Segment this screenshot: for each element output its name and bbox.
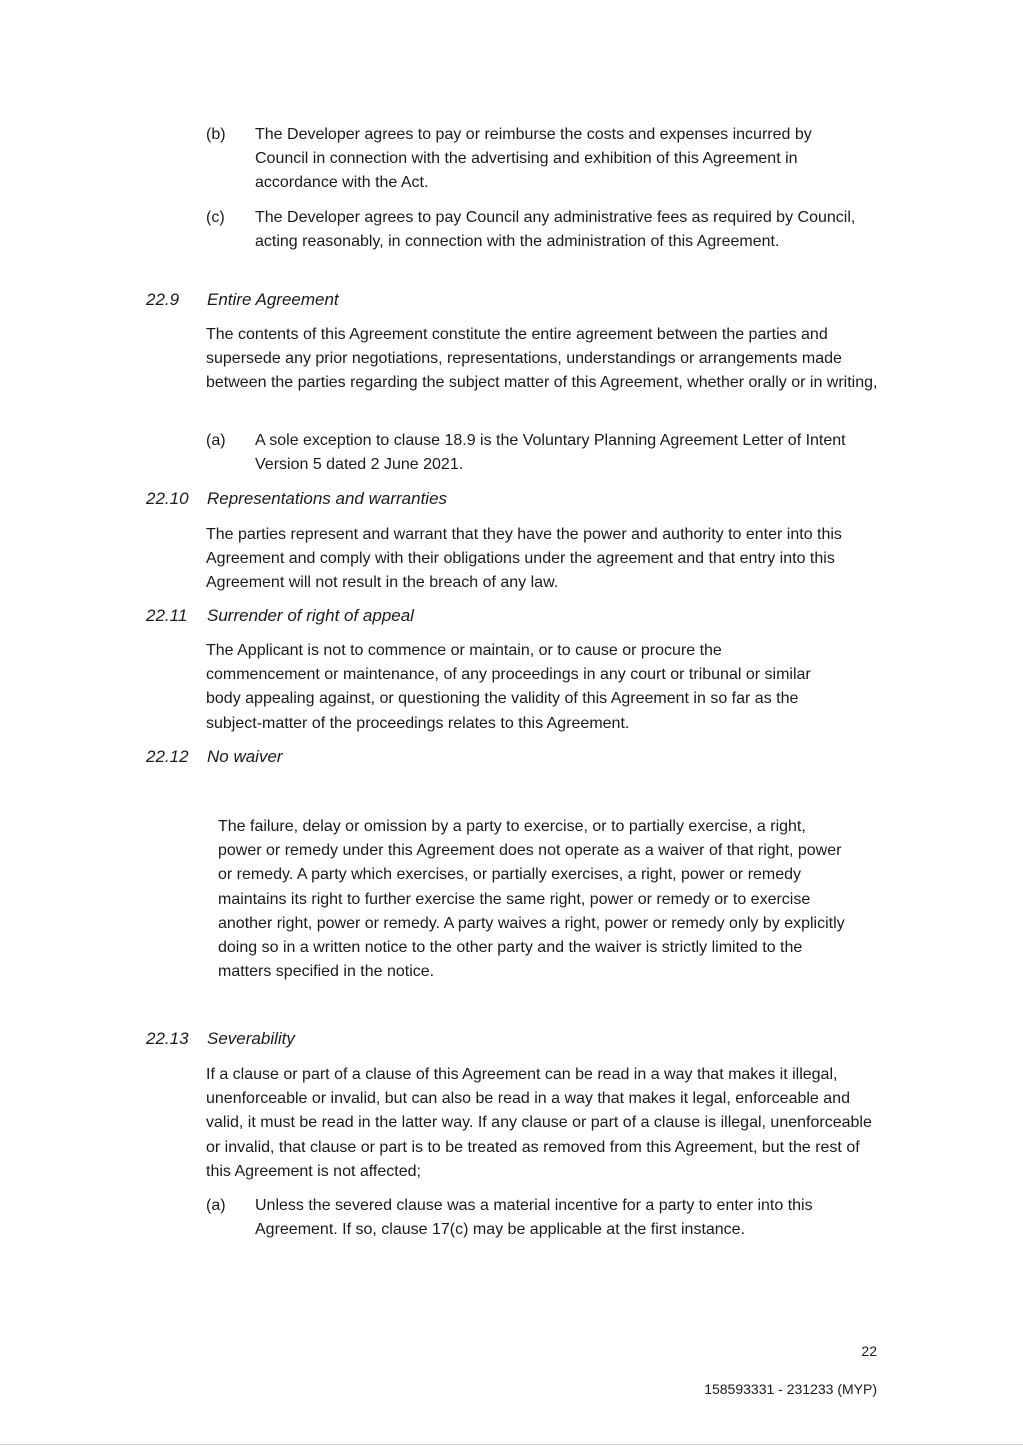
- section-title: No waiver: [207, 747, 283, 766]
- clause-22-9-item-a: [206, 429, 866, 477]
- paragraph-22-10: The parties represent and warrant that they have the power and authority to enter into this Agreement and comply with their obligations under the agreement and that entry into this Agreement will not result in the breach of any law.: [206, 526, 842, 592]
- item-label: (b): [206, 126, 226, 143]
- section-title: Entire Agreement: [207, 290, 339, 309]
- item-text: The Developer agrees to pay Council any administrative fees as required by Council, acting reasonably, in connection with the administration of this Agreement.: [255, 209, 856, 251]
- item-label: (a): [206, 432, 226, 449]
- heading-22-12: [146, 745, 283, 769]
- clause-item-c: [206, 206, 866, 254]
- item-label: (a): [206, 1197, 226, 1214]
- item-text: The Developer agrees to pay or reimburse the costs and expenses incurred by Council in connection with the advertising and exhibition of this Agreement in accordance with the Act.: [255, 126, 812, 192]
- section-title: Severability: [207, 1029, 295, 1048]
- heading-22-10: [146, 487, 447, 511]
- item-text: Unless the severed clause was a material incentive for a party to enter into this Agreement. If so, clause 17(c) may be applicable at the first instance.: [255, 1197, 813, 1239]
- heading-22-11: [146, 604, 414, 628]
- item-text: A sole exception to clause 18.9 is the Voluntary Planning Agreement Letter of Intent Version 5 dated 2 June 2021.: [255, 432, 846, 474]
- document-reference: 158593331 - 231233 (MYP): [704, 1381, 877, 1397]
- section-title: Representations and warranties: [207, 489, 448, 508]
- paragraph-22-9: The contents of this Agreement constitute the entire agreement between the parties and supersede any prior negotiations, representations, understandings or arrangements made between the parties regarding the subject matter of this Agreement, whether orally or in writing,: [206, 326, 878, 392]
- paragraph-22-11: The Applicant is not to commence or maintain, or to cause or procure the commencement or maintenance, of any proceedings in any court or tribunal or similar body appealing against, or questioning the validity of this Agreement in so far as the subject-matter of the proceedings relates to this Agreement.: [206, 642, 811, 732]
- section-number: 22.13: [146, 1029, 189, 1048]
- page-number: 22: [861, 1343, 877, 1359]
- paragraph-22-13: If a clause or part of a clause of this Agreement can be read in a way that makes it illegal, unenforceable or invalid, but can also be read in a way that makes it legal, enforceable and valid, it must be read in the latter way. If any clause or part of a clause is illegal, unenforceable or invalid, that clause or part is to be treated as removed from this Agreement, but the rest of this Agreement is not affected;: [206, 1066, 872, 1180]
- heading-22-13: [146, 1027, 295, 1051]
- clause-item-b: [206, 123, 866, 196]
- item-label: (c): [206, 209, 225, 226]
- section-number: 22.9: [146, 290, 180, 309]
- section-number: 22.12: [146, 747, 189, 766]
- section-number: 22.11: [146, 606, 188, 625]
- clause-22-13-item-a: [206, 1194, 866, 1242]
- section-number: 22.10: [146, 489, 189, 508]
- paragraph-22-12: The failure, delay or omission by a party to exercise, or to partially exercise, a right, power or remedy under this Agreement does not operate as a waiver of that right, power or remedy. A party which exercises, or partially exercises, a right, power or remedy maintains its right to further exercise the same right, power or remedy or to exercise another right, power or remedy. A party waives a right, power or remedy only by explicitly doing so in a written notice to the other party and the waiver is strictly limited to the matters specified in the notice.: [218, 818, 845, 981]
- heading-22-9: [146, 288, 339, 312]
- section-title: Surrender of right of appeal: [207, 606, 414, 625]
- page-bottom-edge: [0, 1444, 1023, 1445]
